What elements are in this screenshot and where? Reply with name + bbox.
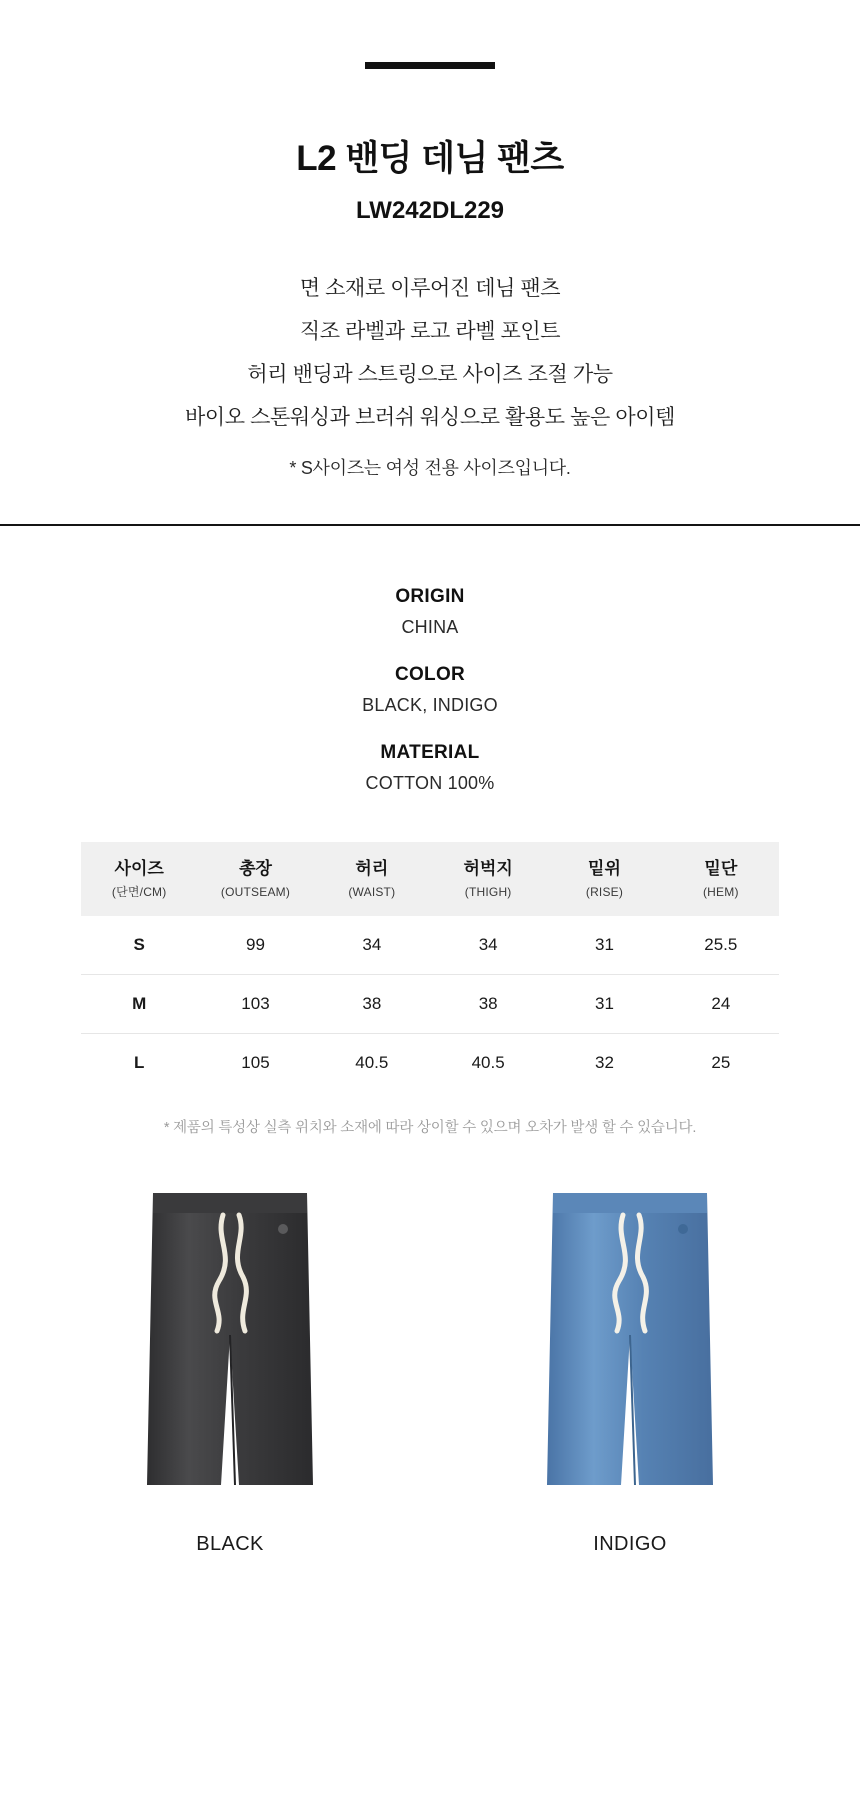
- table-row: [81, 1034, 779, 1093]
- top-rule: [365, 62, 495, 69]
- column-header-hem: [663, 842, 779, 916]
- column-header-hem-en: (HEM): [702, 884, 739, 899]
- column-header-thigh: [430, 842, 546, 916]
- description-list: [0, 267, 860, 439]
- size-table-wrapper: [81, 842, 779, 1092]
- product-variant-black: [80, 1185, 380, 1556]
- description-line: 허리 밴딩과 스트링으로 사이즈 조절 가능: [247, 363, 613, 386]
- info-origin-value: CHINA: [401, 617, 459, 637]
- column-header-outseam-en: (OUTSEAM): [220, 884, 291, 899]
- info-color-value: BLACK, INDIGO: [362, 695, 498, 715]
- description-note: * S사이즈는 여성 전용 사이즈입니다.: [289, 458, 571, 478]
- info-material-label: MATERIAL: [380, 742, 480, 763]
- description-line: 면 소재로 이루어진 데님 팬츠: [299, 277, 561, 300]
- info-section: [0, 586, 860, 820]
- info-origin-label: ORIGIN: [395, 586, 465, 607]
- cell-thigh: 34: [430, 916, 546, 975]
- info-color-label: COLOR: [394, 664, 466, 685]
- cell-hem: 24: [663, 975, 779, 1034]
- column-header-size-ko: 사이즈: [114, 859, 164, 878]
- size-table: [81, 842, 779, 1092]
- size-table-note: * 제품의 특성상 실측 위치와 소재에 따라 상이할 수 있으며 오차가 발생 할 수 있습니다.: [163, 1120, 697, 1137]
- column-header-waist: [314, 842, 430, 916]
- info-material-value: COTTON 100%: [365, 773, 495, 793]
- cell-size: S: [81, 916, 197, 975]
- size-table-head: [81, 842, 779, 916]
- column-header-waist-ko: 허리: [355, 859, 389, 878]
- cell-thigh: 38: [430, 975, 546, 1034]
- page-title: L2 밴딩 데님 팬츠: [296, 139, 564, 178]
- column-header-hem-ko: 밑단: [704, 859, 738, 878]
- size-table-body: [81, 916, 779, 1092]
- table-row: [81, 975, 779, 1034]
- cell-thigh: 40.5: [471, 1053, 505, 1073]
- info-color: [0, 664, 860, 716]
- product-caption-black: BLACK: [196, 1533, 264, 1556]
- section-divider: [0, 524, 860, 526]
- column-header-rise-ko: 밑위: [588, 859, 621, 878]
- column-header-rise-en: (RISE): [585, 884, 624, 899]
- column-header-outseam: [197, 842, 313, 916]
- cell-outseam: 99: [197, 916, 313, 975]
- description-line: 직조 라벨과 로고 라벨 포인트: [299, 320, 561, 343]
- column-header-thigh-ko: 허벅지: [463, 859, 513, 878]
- pants-image-icon: [515, 1185, 745, 1515]
- column-header-waist-en: (WAIST): [348, 884, 396, 899]
- info-material: [0, 742, 860, 794]
- table-header-row: [81, 842, 779, 916]
- cell-size: L: [133, 1053, 145, 1073]
- description-line: 바이오 스톤워싱과 브러쉬 워싱으로 활용도 높은 아이템: [185, 406, 675, 429]
- product-caption-indigo: INDIGO: [593, 1533, 667, 1556]
- product-image-gallery: [0, 1185, 860, 1596]
- cell-waist: 34: [314, 916, 430, 975]
- cell-outseam: 103: [197, 975, 313, 1034]
- pants-image-indigo: [480, 1185, 780, 1515]
- cell-rise: 31: [546, 975, 662, 1034]
- product-code: LW242DL229: [355, 197, 505, 224]
- cell-waist: 40.5: [355, 1053, 389, 1073]
- column-header-rise: [546, 842, 662, 916]
- column-header-size-en: (단면/CM): [111, 884, 167, 899]
- column-header-outseam-ko: 총장: [239, 859, 272, 878]
- cell-hem: 25.5: [663, 916, 779, 975]
- cell-outseam: 105: [241, 1053, 270, 1073]
- product-variant-indigo: [480, 1185, 780, 1556]
- pants-image-black: [80, 1185, 380, 1515]
- cell-rise: 31: [546, 916, 662, 975]
- column-header-size: [81, 842, 197, 916]
- cell-waist: 38: [314, 975, 430, 1034]
- column-header-thigh-en: (THIGH): [464, 884, 512, 899]
- pants-image-icon: [115, 1185, 345, 1515]
- info-origin: [0, 586, 860, 638]
- cell-rise: 32: [595, 1053, 614, 1073]
- cell-size: M: [81, 975, 197, 1034]
- cell-hem: 25: [711, 1053, 731, 1073]
- table-row: [81, 916, 779, 975]
